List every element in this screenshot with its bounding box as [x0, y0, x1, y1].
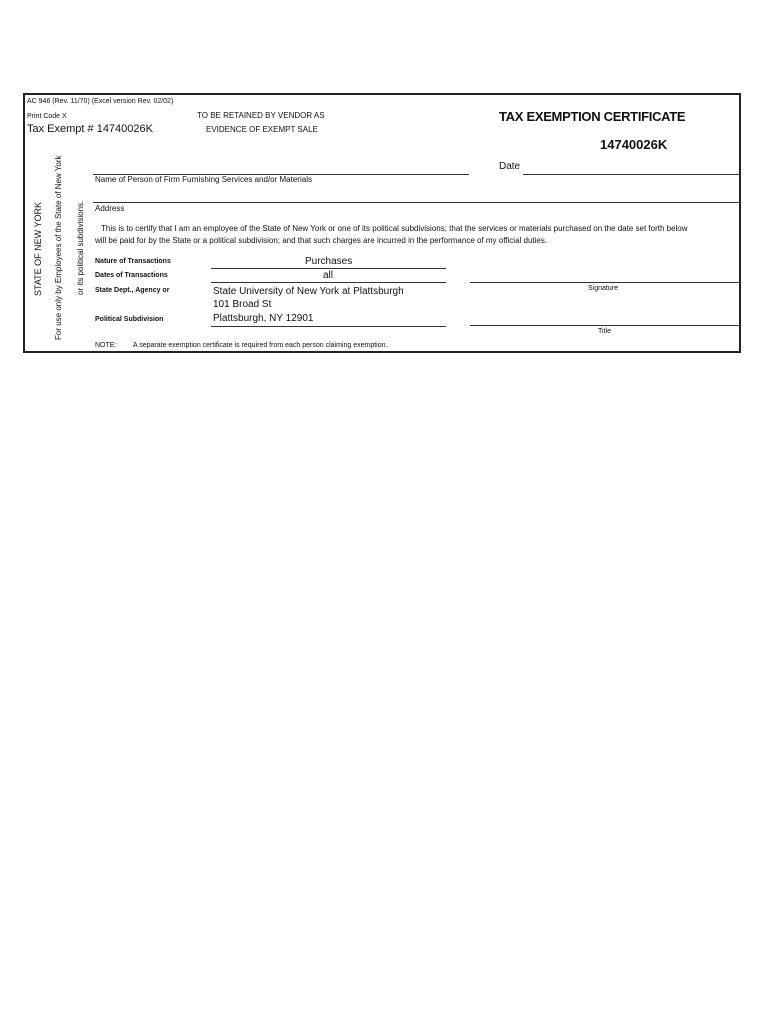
date-line[interactable]	[523, 174, 741, 175]
retain-line-1: TO BE RETAINED BY VENDOR AS	[197, 111, 325, 120]
agency-line-1: State University of New York at Plattsburgh	[213, 286, 404, 297]
dates-value: all	[323, 270, 334, 281]
agency-line-3: Plattsburgh, NY 12901	[213, 313, 314, 324]
dates-label: Dates of Transactions	[95, 272, 168, 279]
tax-exemption-form	[23, 93, 741, 353]
subdivision-label: Political Subdivision	[95, 316, 164, 323]
vendor-name-label: Name of Person of Firm Furnishing Services and/or Materials	[95, 175, 312, 184]
note-label: NOTE:	[95, 342, 117, 349]
print-code: Print Code X	[27, 113, 67, 120]
subdivisions-side-label: or its political subdivisions.	[76, 200, 85, 295]
page-title: TAX EXEMPTION CERTIFICATE	[499, 109, 686, 124]
nature-line[interactable]	[211, 268, 446, 269]
address-line[interactable]	[93, 202, 741, 203]
state-side-label: STATE OF NEW YORK	[33, 201, 43, 296]
nature-value: Purchases	[305, 256, 353, 267]
date-label: Date	[499, 161, 521, 172]
agency-line-2: 101 Broad St	[213, 299, 272, 310]
note-text: A separate exemption certificate is required from each person claiming exemption.	[133, 342, 388, 349]
employee-use-side-label: For use only by Employees of the State of New York	[54, 155, 63, 340]
retain-line-2: EVIDENCE OF EXEMPT SALE	[206, 125, 318, 134]
nature-label: Nature of Transactions	[95, 258, 171, 265]
certificate-number: 14740026K	[600, 137, 668, 152]
dates-line[interactable]	[211, 282, 446, 283]
certification-text: This is to certify that I am an employee of the State of New York or one of its political subdivisions; that the services or materials purchased on the date set forth below will be paid for by the State or a political subdivision; and that such charges are incurred in the performance of my official duties.	[95, 224, 688, 245]
agency-line[interactable]	[211, 326, 446, 327]
title-line[interactable]	[470, 325, 741, 326]
tax-exempt-number: Tax Exempt # 14740026K	[27, 123, 153, 135]
signature-label: Signature	[588, 285, 618, 292]
title-label: Title	[598, 328, 611, 335]
signature-line[interactable]	[470, 282, 741, 283]
address-label: Address	[95, 204, 125, 213]
form-revision: AC 946 (Rev. 11/70) (Excel version Rev. 02/02)	[27, 98, 174, 105]
agency-label: State Dept., Agency or	[95, 287, 170, 294]
